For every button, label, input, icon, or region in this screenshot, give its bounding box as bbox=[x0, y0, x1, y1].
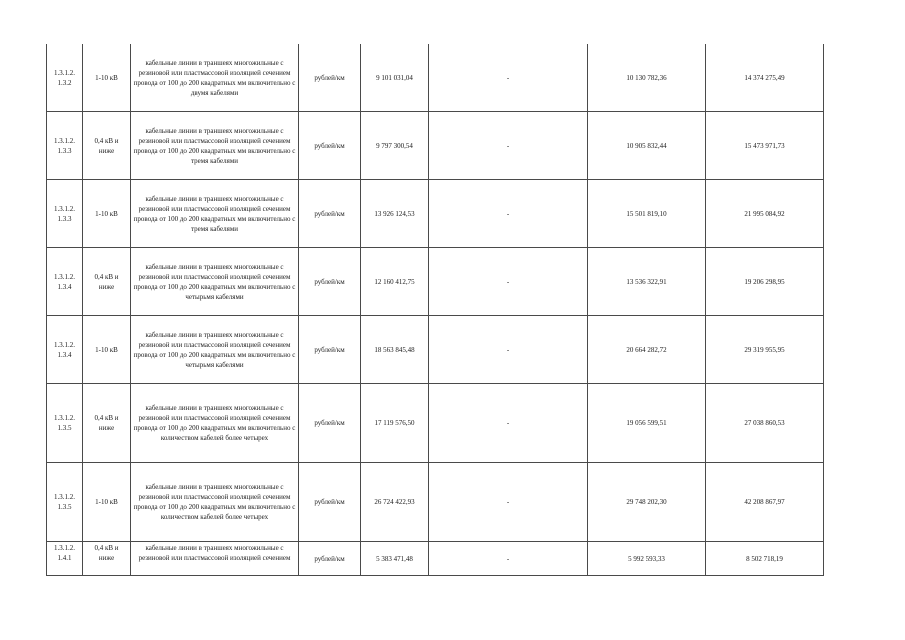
unit-cell: рублей/км bbox=[299, 180, 361, 248]
value-4-cell: 15 473 971,73 bbox=[706, 112, 824, 180]
table-row bbox=[47, 316, 824, 384]
tariff-table bbox=[46, 44, 824, 576]
item-code-cell bbox=[47, 542, 83, 576]
item-code: 1.3.1.2. bbox=[54, 414, 75, 422]
value-3-cell: 13 536 322,91 bbox=[588, 248, 706, 316]
table-body bbox=[47, 44, 824, 576]
value-4-cell: 19 206 298,95 bbox=[706, 248, 824, 316]
voltage-level: 1-10 кВ bbox=[95, 209, 118, 218]
voltage-level-suffix: ниже bbox=[98, 424, 115, 432]
item-code-suffix: 1.3.4 bbox=[57, 282, 72, 291]
item-code: 1.3.1.2. bbox=[54, 272, 75, 281]
value-2-cell: - bbox=[429, 316, 588, 384]
voltage-level: 0,4 кВ и bbox=[94, 272, 119, 281]
unit-cell: рублей/км bbox=[299, 44, 361, 112]
item-code-cell bbox=[47, 44, 83, 112]
voltage-cell bbox=[83, 316, 131, 384]
value-2-cell: - bbox=[429, 384, 588, 463]
description-cell: кабельные линии в траншеях многожильные с резиновой или пластмассовой изоляцией сечением провода от 100 до 200 квадратных мм включительно с тремя кабелями bbox=[131, 112, 299, 180]
voltage-level-suffix: ниже bbox=[98, 554, 115, 562]
description-cell: кабельные линии в траншеях многожильные с резиновой или пластмассовой изоляцией сечением провода от 100 до 200 квадратных мм включительно с четырьмя кабелями bbox=[131, 316, 299, 384]
value-2-cell: - bbox=[429, 463, 588, 542]
value-4-cell: 21 995 084,92 bbox=[706, 180, 824, 248]
table-row bbox=[47, 463, 824, 542]
value-4-cell: 14 374 275,49 bbox=[706, 44, 824, 112]
table-row bbox=[47, 542, 824, 576]
value-2-cell: - bbox=[429, 44, 588, 112]
voltage-level: 1-10 кВ bbox=[95, 498, 118, 506]
voltage-cell bbox=[83, 248, 131, 316]
value-2-cell: - bbox=[429, 180, 588, 248]
unit-cell: рублей/км bbox=[299, 112, 361, 180]
value-2-cell: - bbox=[429, 248, 588, 316]
item-code: 1.3.1.2. bbox=[54, 340, 75, 349]
voltage-cell bbox=[83, 384, 131, 463]
item-code-cell bbox=[47, 463, 83, 542]
table-row bbox=[47, 384, 824, 463]
voltage-level: 0,4 кВ и bbox=[94, 136, 119, 145]
description-cell: кабельные линии в траншеях многожильные с резиновой или пластмассовой изоляцией сечением провода от 100 до 200 квадратных мм включительно с тремя кабелями bbox=[131, 180, 299, 248]
item-code-cell bbox=[47, 316, 83, 384]
voltage-level: 1-10 кВ bbox=[95, 345, 118, 354]
value-3-cell: 29 748 202,30 bbox=[588, 463, 706, 542]
item-code: 1.3.1.2. bbox=[54, 136, 75, 145]
voltage-level-suffix: ниже bbox=[98, 146, 115, 155]
item-code: 1.3.1.2. bbox=[54, 544, 75, 552]
description-cell: кабельные линии в траншеях многожильные с резиновой или пластмассовой изоляцией сечением провода от 100 до 200 квадратных мм включительно с двумя кабелями bbox=[131, 44, 299, 112]
unit-cell: рублей/км bbox=[299, 542, 361, 576]
voltage-level: 0,4 кВ и bbox=[94, 414, 119, 422]
table-row bbox=[47, 248, 824, 316]
value-4-cell: 8 502 718,19 bbox=[706, 542, 824, 576]
table-row bbox=[47, 44, 824, 112]
value-1-cell: 5 383 471,48 bbox=[361, 542, 429, 576]
value-2-cell: - bbox=[429, 112, 588, 180]
voltage-cell bbox=[83, 463, 131, 542]
value-1-cell: 9 101 031,04 bbox=[361, 44, 429, 112]
item-code-cell bbox=[47, 112, 83, 180]
value-1-cell: 9 797 300,54 bbox=[361, 112, 429, 180]
voltage-level-suffix: ниже bbox=[98, 282, 115, 291]
voltage-cell bbox=[83, 112, 131, 180]
description-cell: кабельные линии в траншеях многожильные с резиновой или пластмассовой изоляцией сечением провода от 100 до 200 квадратных мм включительно с количеством кабелей более четырех bbox=[131, 463, 299, 542]
value-3-cell: 20 664 282,72 bbox=[588, 316, 706, 384]
voltage-cell bbox=[83, 44, 131, 112]
item-code-suffix: 1.3.3 bbox=[57, 214, 72, 223]
unit-cell: рублей/км bbox=[299, 463, 361, 542]
value-4-cell: 29 319 955,95 bbox=[706, 316, 824, 384]
value-2-cell: - bbox=[429, 542, 588, 576]
item-code-suffix: 1.3.4 bbox=[57, 350, 72, 359]
unit-cell: рублей/км bbox=[299, 384, 361, 463]
value-3-cell: 5 992 593,33 bbox=[588, 542, 706, 576]
description-cell: кабельные линии в траншеях многожильные с резиновой или пластмассовой изоляцией сечением провода от 100 до 200 квадратных мм включительно с четырьмя кабелями bbox=[131, 248, 299, 316]
voltage-level: 1-10 кВ bbox=[95, 73, 118, 82]
item-code: 1.3.1.2. bbox=[54, 493, 75, 501]
item-code-suffix: 1.3.5 bbox=[57, 503, 72, 511]
item-code-suffix: 1.3.5 bbox=[57, 424, 72, 432]
value-1-cell: 18 563 845,48 bbox=[361, 316, 429, 384]
unit-cell: рублей/км bbox=[299, 316, 361, 384]
item-code-cell bbox=[47, 180, 83, 248]
table-row bbox=[47, 112, 824, 180]
value-1-cell: 17 119 576,50 bbox=[361, 384, 429, 463]
value-4-cell: 42 208 867,97 bbox=[706, 463, 824, 542]
value-4-cell: 27 038 860,53 bbox=[706, 384, 824, 463]
item-code-suffix: 1.3.3 bbox=[57, 146, 72, 155]
unit-cell: рублей/км bbox=[299, 248, 361, 316]
value-1-cell: 12 160 412,75 bbox=[361, 248, 429, 316]
item-code-suffix: 1.3.2 bbox=[57, 78, 72, 87]
item-code-suffix: 1.4.1 bbox=[57, 554, 72, 562]
description-cell: кабельные линии в траншеях многожильные с резиновой или пластмассовой изоляцией сечением bbox=[131, 542, 299, 576]
item-code: 1.3.1.2. bbox=[54, 204, 75, 213]
value-1-cell: 26 724 422,93 bbox=[361, 463, 429, 542]
value-3-cell: 10 905 832,44 bbox=[588, 112, 706, 180]
voltage-cell bbox=[83, 180, 131, 248]
voltage-level: 0,4 кВ и bbox=[94, 544, 119, 552]
value-1-cell: 13 926 124,53 bbox=[361, 180, 429, 248]
table-row bbox=[47, 180, 824, 248]
item-code: 1.3.1.2. bbox=[54, 68, 75, 77]
value-3-cell: 15 501 819,10 bbox=[588, 180, 706, 248]
description-cell: кабельные линии в траншеях многожильные с резиновой или пластмассовой изоляцией сечением провода от 100 до 200 квадратных мм включительно с количеством кабелей более четырех bbox=[131, 384, 299, 463]
voltage-cell bbox=[83, 542, 131, 576]
value-3-cell: 10 130 782,36 bbox=[588, 44, 706, 112]
item-code-cell bbox=[47, 248, 83, 316]
value-3-cell: 19 056 599,51 bbox=[588, 384, 706, 463]
item-code-cell bbox=[47, 384, 83, 463]
